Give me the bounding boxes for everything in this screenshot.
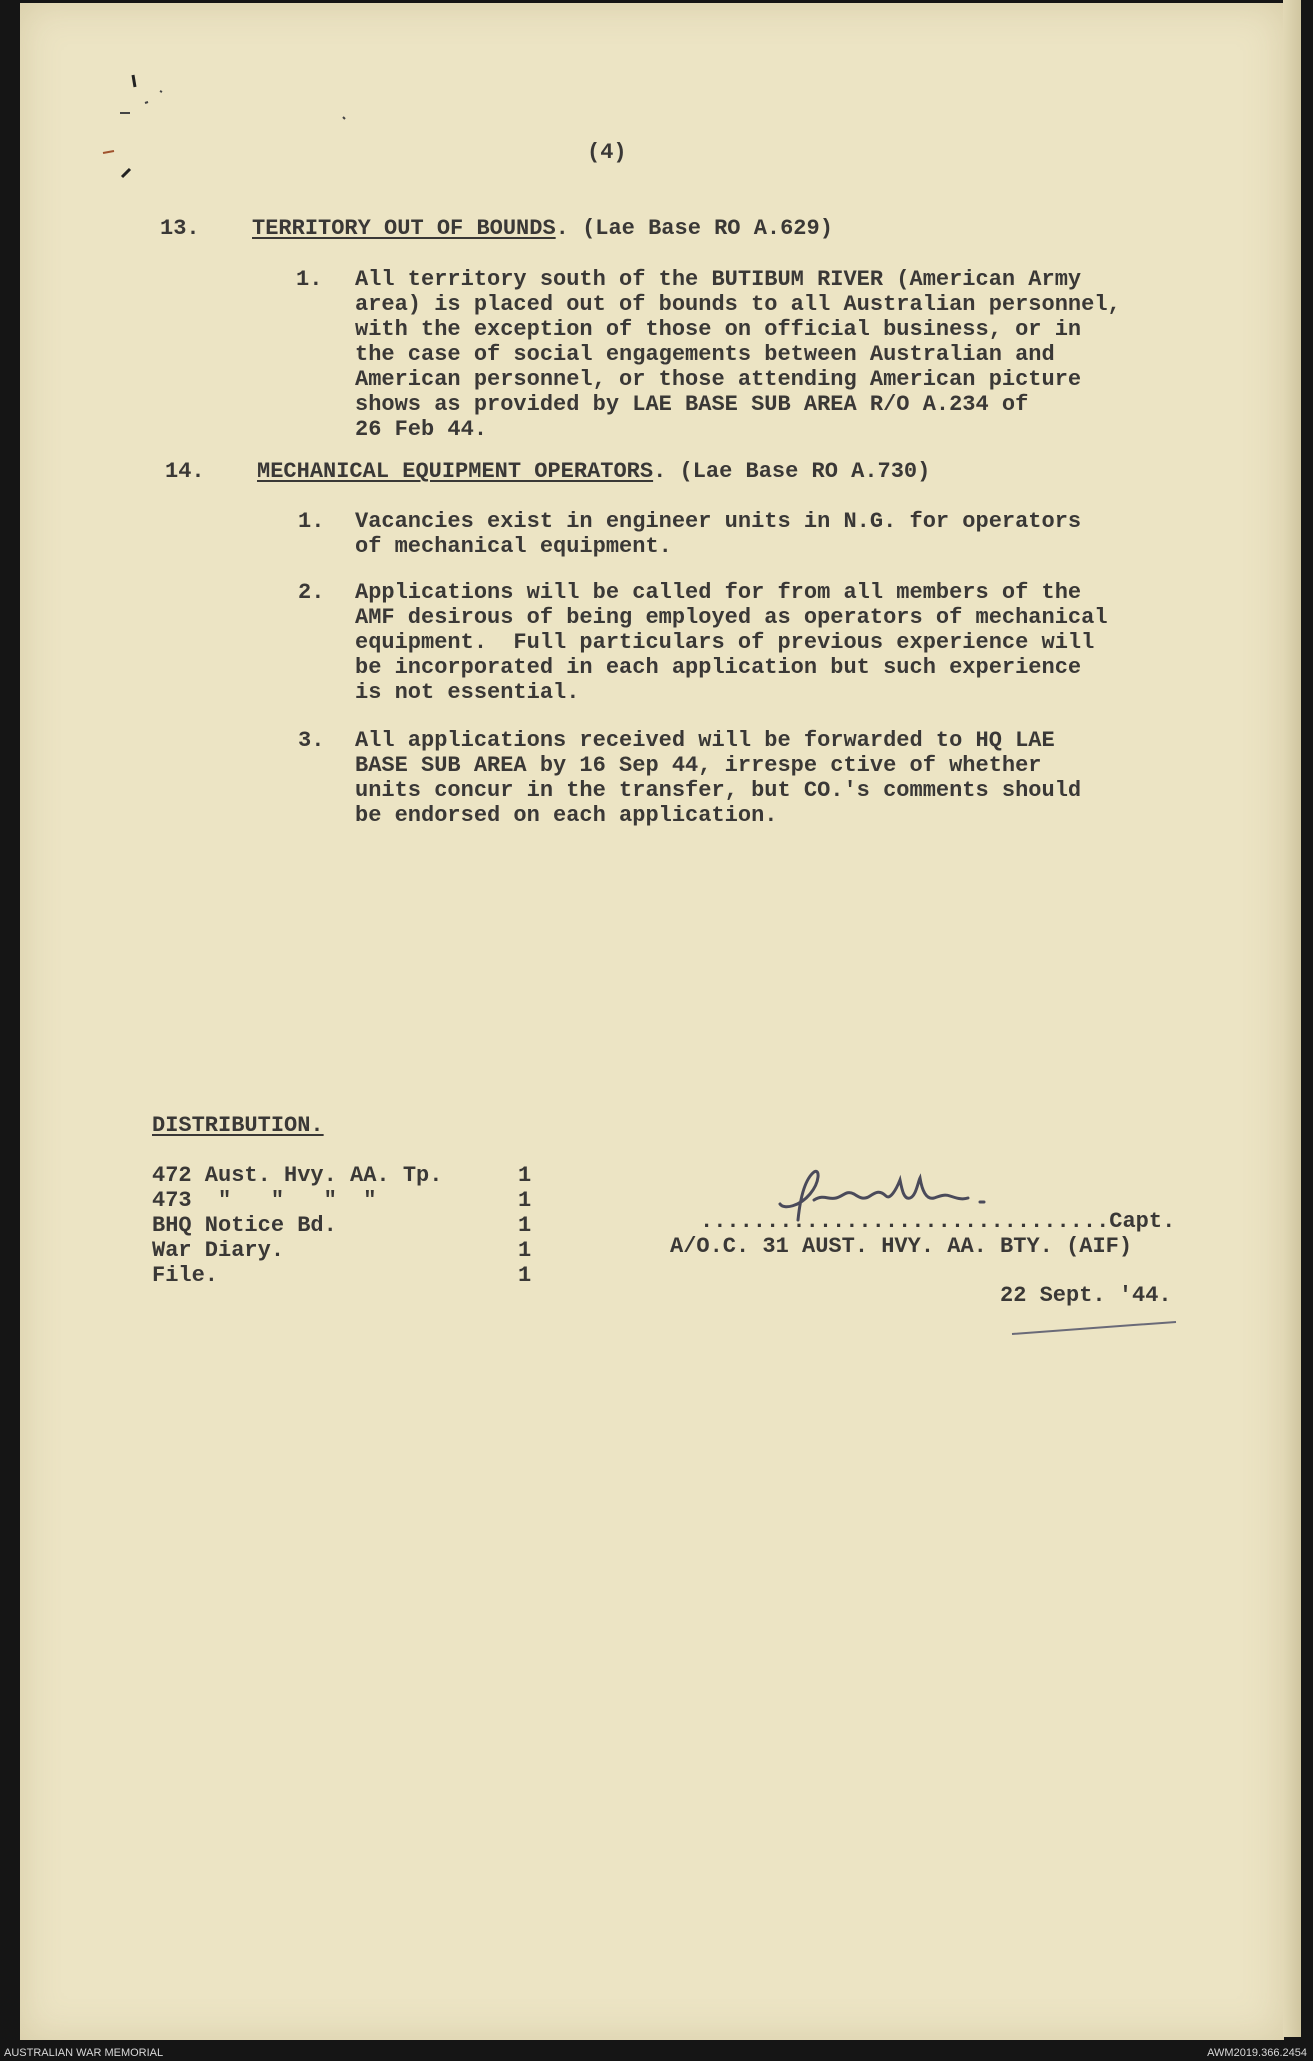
para-line: All applications received will be forwarded to HQ LAE xyxy=(355,728,1055,753)
section-number: 14. xyxy=(165,459,205,484)
section-13-heading xyxy=(160,216,833,241)
distribution-label: File. xyxy=(152,1263,219,1288)
page-number: (4) xyxy=(587,140,627,165)
ink-marks xyxy=(100,55,360,185)
distribution-title: DISTRIBUTION. xyxy=(152,1113,324,1138)
para-line: Vacancies exist in engineer units in N.G. for operators xyxy=(355,509,1082,534)
distribution-label: 473 " " " " xyxy=(152,1188,377,1213)
section-title: TERRITORY OUT OF BOUNDS xyxy=(252,216,556,241)
para-line: BASE SUB AREA by 16 Sep 44, irrespe ctive of whether xyxy=(355,753,1042,778)
distribution-row xyxy=(152,1163,532,1188)
para-number: 1. xyxy=(296,267,323,292)
document-date: 22 Sept. '44. xyxy=(1000,1283,1172,1308)
section-ref: . (Lae Base RO A.629) xyxy=(555,216,833,241)
para-line: American personnel, or those attending American picture xyxy=(355,367,1082,392)
section-14-heading xyxy=(165,459,930,484)
distribution-label: War Diary. xyxy=(152,1238,285,1263)
para-line: with the exception of those on official business, or in xyxy=(355,317,1082,342)
distribution-row xyxy=(152,1188,532,1213)
distribution-qty: 1 xyxy=(518,1163,532,1188)
para-line: equipment. Full particulars of previous experience will xyxy=(355,630,1095,655)
para-number: 2. xyxy=(298,580,325,605)
para-text xyxy=(355,267,1121,442)
para-line: AMF desirous of being employed as operators of mechanical xyxy=(355,605,1108,630)
section-ref: . (Lae Base RO A.730) xyxy=(653,459,931,484)
distribution-qty: 1 xyxy=(518,1213,532,1238)
para-text xyxy=(355,580,1108,705)
footer-archive-name: AUSTRALIAN WAR MEMORIAL xyxy=(4,2047,164,2059)
paper-edge xyxy=(1283,0,1301,2037)
distribution-label: 472 Aust. Hvy. AA. Tp. xyxy=(152,1163,443,1188)
section-title: MECHANICAL EQUIPMENT OPERATORS xyxy=(257,459,654,484)
distribution-row xyxy=(152,1213,532,1238)
para-line: All territory south of the BUTIBUM RIVER (American Army xyxy=(355,267,1082,292)
para-line: is not essential. xyxy=(355,680,580,705)
para-text xyxy=(355,728,1081,828)
pen-stroke xyxy=(1010,1318,1180,1338)
distribution-qty: 1 xyxy=(518,1263,532,1288)
para-number: 3. xyxy=(298,728,325,753)
signature-dotted-line: ...............................Capt. xyxy=(700,1209,1176,1234)
para-line: be incorporated in each application but such experience xyxy=(355,655,1082,680)
footer-accession-number: AWM2019.366.2454 xyxy=(1207,2047,1307,2059)
distribution-row xyxy=(152,1238,532,1263)
para-line: units concur in the transfer, but CO.'s comments should xyxy=(355,778,1082,803)
section-number: 13. xyxy=(160,216,200,241)
distribution-qty: 1 xyxy=(518,1188,532,1213)
para-line: 26 Feb 44. xyxy=(355,417,488,442)
distribution-qty: 1 xyxy=(518,1238,532,1263)
para-line: shows as provided by LAE BASE SUB AREA R/O A.234 of xyxy=(355,392,1029,417)
para-text xyxy=(355,509,1081,559)
para-line: of mechanical equipment. xyxy=(355,534,672,559)
distribution-row xyxy=(152,1263,532,1288)
distribution-label: BHQ Notice Bd. xyxy=(152,1213,337,1238)
para-line: area) is placed out of bounds to all Australian personnel, xyxy=(355,292,1121,317)
signatory-title: A/O.C. 31 AUST. HVY. AA. BTY. (AIF) xyxy=(670,1234,1133,1259)
para-number: 1. xyxy=(298,509,325,534)
para-line: Applications will be called for from all members of the xyxy=(355,580,1082,605)
para-line: the case of social engagements between Australian and xyxy=(355,342,1055,367)
para-line: be endorsed on each application. xyxy=(355,803,778,828)
